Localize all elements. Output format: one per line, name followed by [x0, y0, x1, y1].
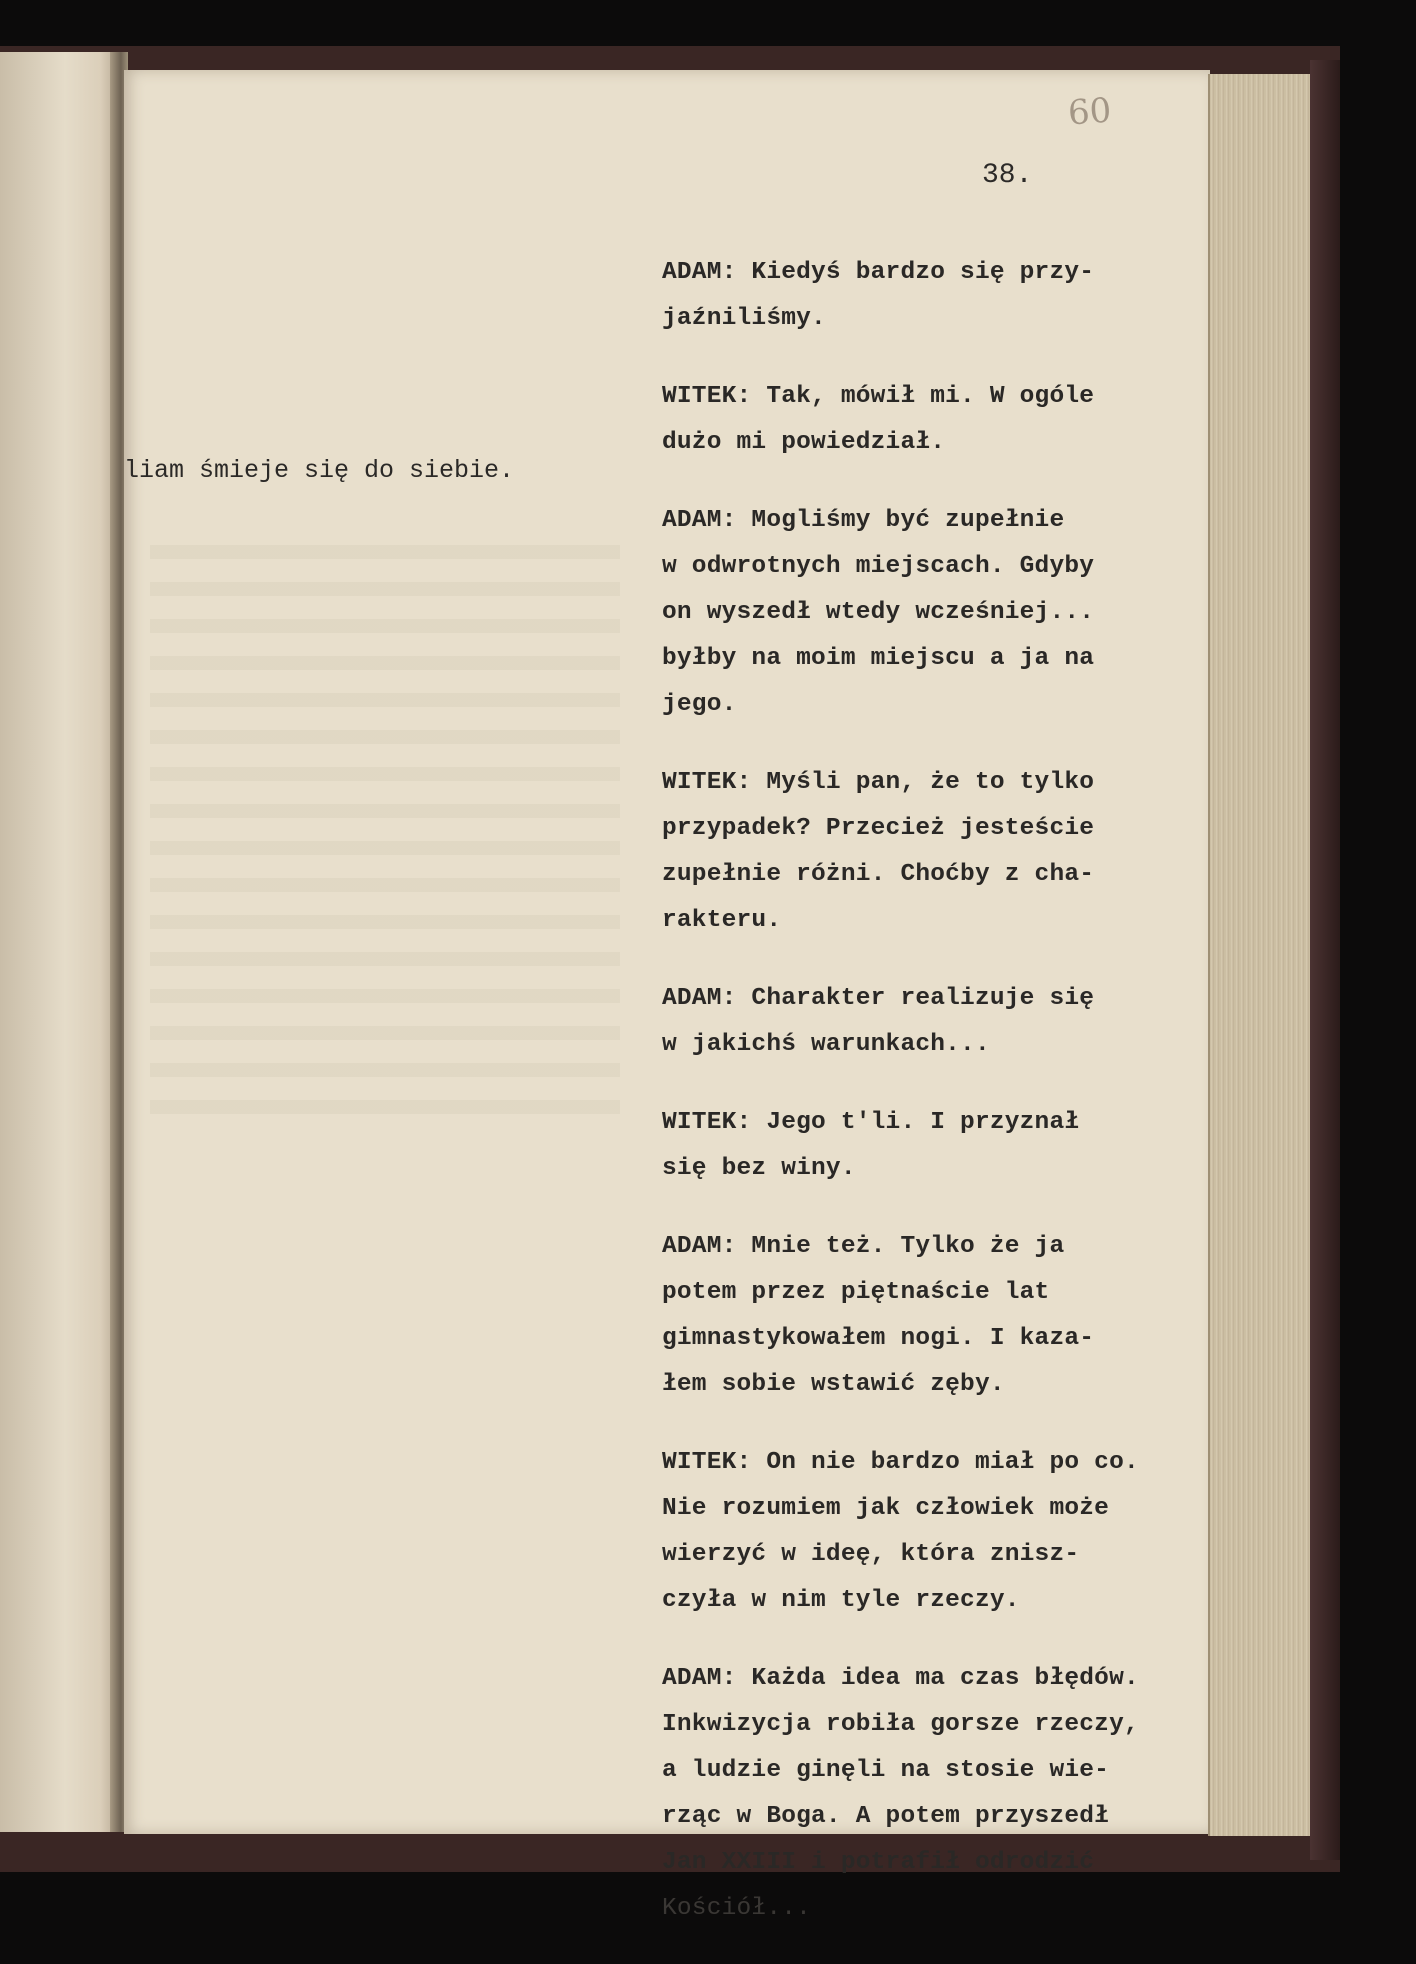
dialogue-line: w jakichś warunkach... [662, 1031, 990, 1058]
dialogue-line: Jan XXIII i potrafił odrodzić [662, 1849, 1095, 1876]
dialogue-line: czyła w nim tyle rzeczy. [662, 1587, 1020, 1614]
dialogue-exchange [662, 976, 1182, 1068]
dialogue-exchange [662, 1656, 1182, 1932]
dialogue-line: jego. [662, 691, 737, 718]
dialogue-line: wierzyć w ideę, która znisz- [662, 1541, 1080, 1568]
page-edges [1208, 74, 1314, 1836]
dialogue-column [662, 250, 1182, 1964]
dialogue-line: rząc w Boga. A potem przyszedł [662, 1803, 1110, 1830]
dialogue-line: Inkwizycja robiła gorsze rzeczy, [662, 1711, 1139, 1738]
dialogue-exchange [662, 374, 1182, 466]
dialogue-line: rakteru. [662, 907, 782, 934]
dialogue-exchange [662, 1440, 1182, 1624]
dialogue-line: potem przez piętnaście lat [662, 1279, 1050, 1306]
dialogue-exchange [662, 1224, 1182, 1408]
page-number: 38. [982, 160, 1033, 191]
dialogue-line: zupełnie różni. Choćby z cha- [662, 861, 1095, 888]
dialogue-exchange [662, 498, 1182, 728]
handwritten-folio-number: 60 [1066, 90, 1113, 134]
dialogue-line: byłby na moim miejscu a ja na [662, 645, 1095, 672]
dialogue-line: ADAM: Mogliśmy być zupełnie [662, 507, 1065, 534]
dialogue-exchange [662, 760, 1182, 944]
dialogue-line: łem sobie wstawić zęby. [662, 1371, 1005, 1398]
dialogue-line: ADAM: Charakter realizuje się [662, 985, 1095, 1012]
dialogue-exchange [662, 250, 1182, 342]
dialogue-line: przypadek? Przecież jesteście [662, 815, 1095, 842]
dialogue-line: WITEK: Myśli pan, że to tylko [662, 769, 1095, 796]
dialogue-line: ADAM: Każda idea ma czas błędów. [662, 1665, 1139, 1692]
dialogue-line: Kościół... [662, 1895, 812, 1922]
dialogue-exchange [662, 1100, 1182, 1192]
left-page [0, 52, 118, 1832]
dialogue-line: dużo mi powiedział. [662, 429, 946, 456]
dialogue-line: w odwrotnych miejscach. Gdyby [662, 553, 1095, 580]
dialogue-line: WITEK: Tak, mówił mi. W ogóle [662, 383, 1095, 410]
dialogue-line: WITEK: Jego t'li. I przyznał [662, 1109, 1080, 1136]
dialogue-line: gimnastykowałem nogi. I kaza- [662, 1325, 1095, 1352]
dialogue-line: a ludzie ginęli na stosie wie- [662, 1757, 1110, 1784]
cover-edge [1310, 60, 1340, 1860]
dialogue-line: on wyszedł wtedy wcześniej... [662, 599, 1095, 626]
dialogue-line: się bez winy. [662, 1155, 856, 1182]
dialogue-line: ADAM: Mnie też. Tylko że ja [662, 1233, 1065, 1260]
dialogue-line: jaźniliśmy. [662, 305, 826, 332]
dialogue-line: WITEK: On nie bardzo miał po co. [662, 1449, 1139, 1476]
ink-bleed-through [150, 545, 620, 1125]
dialogue-line: ADAM: Kiedyś bardzo się przy- [662, 259, 1095, 286]
dialogue-line: Nie rozumiem jak człowiek może [662, 1495, 1110, 1522]
stage-direction: liam śmieje się do siebie. [124, 456, 515, 485]
